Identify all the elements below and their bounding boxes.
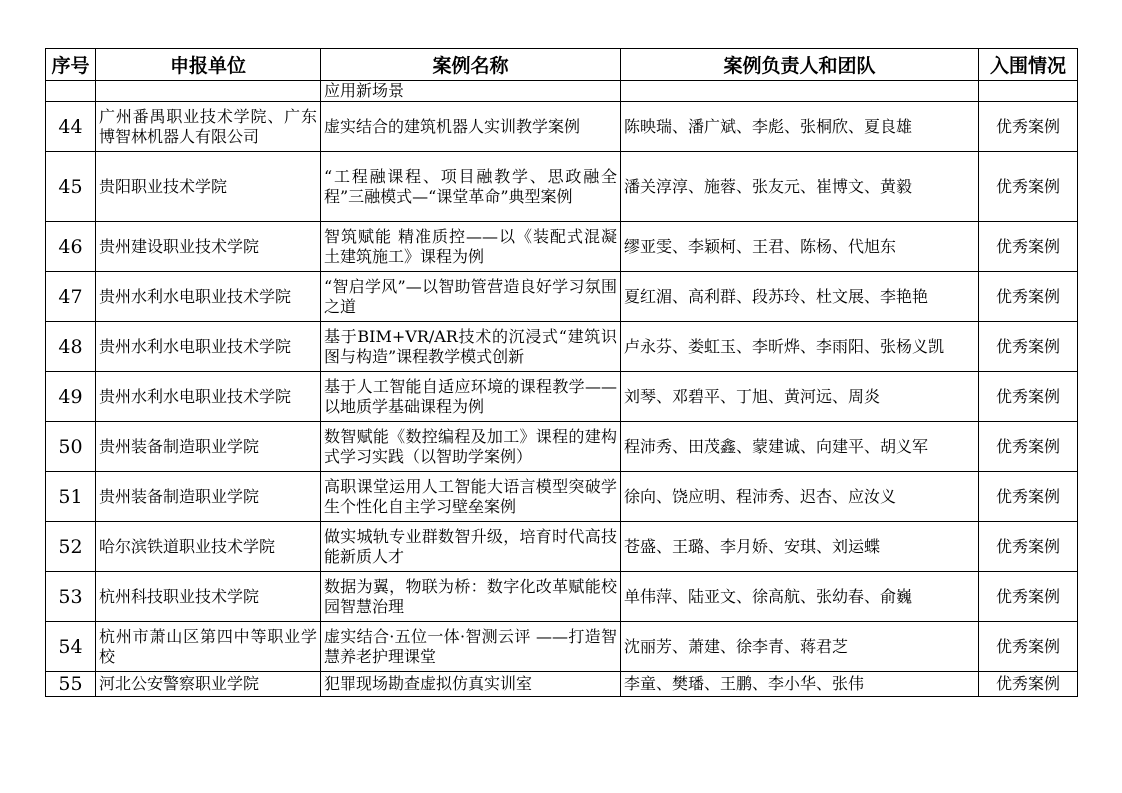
cell-seq: 51 — [46, 472, 96, 522]
cell-case-name — [321, 522, 621, 572]
case-name-text: 数据为翼，物联为桥：数字化改革赋能校园智慧治理 — [324, 576, 617, 616]
unit-text: 贵州水利水电职业技术学院 — [99, 336, 292, 356]
cell-team — [621, 472, 979, 522]
case-name-text: “工程融课程、项目融教学、思政融全程”三融模式—“课堂革命”典型案例 — [324, 166, 617, 206]
cell-unit — [96, 572, 321, 622]
case-table — [45, 48, 1078, 697]
cell-case-name — [321, 102, 621, 152]
cell-case-name — [321, 572, 621, 622]
cell-case-name — [321, 472, 621, 522]
cell-team — [621, 572, 979, 622]
table-row — [46, 322, 1078, 372]
case-name-text: 高职课堂运用人工智能大语言模型突破学生个性化自主学习壁垒案例 — [324, 476, 617, 516]
table-row — [46, 152, 1078, 222]
cell-team — [621, 272, 979, 322]
cell-status: 优秀案例 — [979, 672, 1078, 697]
cell-status: 优秀案例 — [979, 622, 1078, 672]
team-text: 徐向、饶应明、程沛秀、迟杏、应汝义 — [624, 486, 897, 506]
cell-case-name — [321, 372, 621, 422]
cell-unit — [96, 222, 321, 272]
cell-seq: 47 — [46, 272, 96, 322]
table-row — [46, 622, 1078, 672]
cell-unit — [96, 522, 321, 572]
cell-seq: 46 — [46, 222, 96, 272]
case-name-text: 基于BIM+VR/AR技术的沉浸式“建筑识图与构造”课程教学模式创新 — [324, 326, 617, 366]
unit-text: 贵州水利水电职业技术学院 — [99, 386, 292, 406]
unit-text: 贵州装备制造职业学院 — [99, 436, 260, 456]
cell-team — [621, 152, 979, 222]
team-text: 沈丽芳、萧建、徐李青、蒋君芝 — [624, 636, 849, 656]
cell-unit — [96, 372, 321, 422]
case-name-text: 数智赋能《数控编程及加工》课程的建构式学习实践（以智助学案例） — [324, 426, 617, 466]
table-row — [46, 422, 1078, 472]
cell-seq: 55 — [46, 672, 96, 697]
cell-team — [621, 102, 979, 152]
cell-unit — [96, 81, 321, 102]
unit-text: 哈尔滨铁道职业技术学院 — [99, 536, 276, 556]
cell-status — [979, 81, 1078, 102]
unit-text: 河北公安警察职业学院 — [99, 674, 260, 693]
case-name-text: 智筑赋能 精准质控——以《装配式混凝土建筑施工》课程为例 — [324, 226, 617, 266]
team-text: 刘琴、邓碧平、丁旭、黄河远、周炎 — [624, 386, 881, 406]
header-seq: 序号 — [46, 49, 96, 81]
table-row — [46, 522, 1078, 572]
cell-seq: 50 — [46, 422, 96, 472]
header-team: 案例负责人和团队 — [621, 49, 979, 81]
team-text: 夏红湄、高利群、段苏玲、杜文展、李艳艳 — [624, 286, 929, 306]
case-name-text: 应用新场景 — [324, 81, 405, 100]
team-text: 陈映瑞、潘广斌、李彪、张桐欣、夏良雄 — [624, 116, 913, 136]
case-name-text: “智启学风”—以智助管营造良好学习氛围之道 — [324, 276, 617, 316]
table-row — [46, 372, 1078, 422]
case-name-text: 做实城轨专业群数智升级，培育时代高技能新质人才 — [324, 526, 617, 566]
unit-text: 贵阳职业技术学院 — [99, 176, 228, 196]
cell-seq: 49 — [46, 372, 96, 422]
table-row — [46, 272, 1078, 322]
cell-case-name — [321, 672, 621, 697]
cell-team — [621, 372, 979, 422]
cell-seq: 54 — [46, 622, 96, 672]
cell-status: 优秀案例 — [979, 322, 1078, 372]
cell-case-name — [321, 152, 621, 222]
cell-status: 优秀案例 — [979, 152, 1078, 222]
cell-status: 优秀案例 — [979, 522, 1078, 572]
table-row — [46, 672, 1078, 697]
cell-seq: 53 — [46, 572, 96, 622]
unit-text: 贵州装备制造职业学院 — [99, 486, 260, 506]
cell-status: 优秀案例 — [979, 272, 1078, 322]
table-row — [46, 472, 1078, 522]
cell-case-name — [321, 622, 621, 672]
team-text: 卢永芬、娄虹玉、李昕烨、李雨阳、张杨义凯 — [624, 336, 945, 356]
cell-unit — [96, 272, 321, 322]
header-case-name: 案例名称 — [321, 49, 621, 81]
cell-unit — [96, 472, 321, 522]
header-row — [46, 49, 1078, 81]
unit-text: 杭州科技职业技术学院 — [99, 586, 260, 606]
case-name-text: 基于人工智能自适应环境的课程教学——以地质学基础课程为例 — [324, 376, 617, 416]
cell-unit — [96, 102, 321, 152]
cell-team — [621, 622, 979, 672]
case-name-text: 虚实结合·五位一体·智测云评 ——打造智慧养老护理课堂 — [324, 626, 617, 666]
table-row — [46, 222, 1078, 272]
cell-case-name — [321, 422, 621, 472]
cell-case-name — [321, 81, 621, 102]
header-status: 入围情况 — [979, 49, 1078, 81]
continued-row — [46, 81, 1078, 102]
cell-seq: 44 — [46, 102, 96, 152]
team-text: 潘关淳淳、施蓉、张友元、崔博文、黄毅 — [624, 176, 913, 196]
team-text: 单伟萍、陆亚文、徐高航、张幼春、俞巍 — [624, 586, 913, 606]
cell-status: 优秀案例 — [979, 572, 1078, 622]
unit-text: 广州番禺职业技术学院、广东博智林机器人有限公司 — [99, 106, 317, 146]
cell-seq: 45 — [46, 152, 96, 222]
cell-unit — [96, 672, 321, 697]
cell-unit — [96, 322, 321, 372]
cell-team — [621, 672, 979, 697]
case-name-text: 虚实结合的建筑机器人实训教学案例 — [324, 116, 581, 136]
unit-text: 贵州水利水电职业技术学院 — [99, 286, 292, 306]
cell-unit — [96, 622, 321, 672]
table-row — [46, 572, 1078, 622]
cell-status: 优秀案例 — [979, 422, 1078, 472]
header-unit: 申报单位 — [96, 49, 321, 81]
cell-team — [621, 81, 979, 102]
team-text: 李童、樊璠、王鹏、李小华、张伟 — [624, 674, 865, 693]
cell-team — [621, 522, 979, 572]
unit-text: 杭州市萧山区第四中等职业学校 — [99, 626, 317, 666]
cell-team — [621, 222, 979, 272]
cell-case-name — [321, 322, 621, 372]
cell-team — [621, 422, 979, 472]
cell-team — [621, 322, 979, 372]
cell-unit — [96, 422, 321, 472]
case-name-text: 犯罪现场勘查虚拟仿真实训室 — [324, 674, 533, 693]
cell-seq — [46, 81, 96, 102]
cell-case-name — [321, 222, 621, 272]
team-text: 缪亚雯、李颖柯、王君、陈杨、代旭东 — [624, 236, 897, 256]
table-row — [46, 102, 1078, 152]
cell-status: 优秀案例 — [979, 372, 1078, 422]
cell-seq: 48 — [46, 322, 96, 372]
cell-status: 优秀案例 — [979, 222, 1078, 272]
team-text: 程沛秀、田茂鑫、蒙建诚、向建平、胡义军 — [624, 436, 929, 456]
cell-unit — [96, 152, 321, 222]
cell-status: 优秀案例 — [979, 472, 1078, 522]
cell-seq: 52 — [46, 522, 96, 572]
team-text: 苍盛、王璐、李月娇、安琪、刘运蝶 — [624, 536, 881, 556]
cell-case-name — [321, 272, 621, 322]
unit-text: 贵州建设职业技术学院 — [99, 236, 260, 256]
cell-status: 优秀案例 — [979, 102, 1078, 152]
